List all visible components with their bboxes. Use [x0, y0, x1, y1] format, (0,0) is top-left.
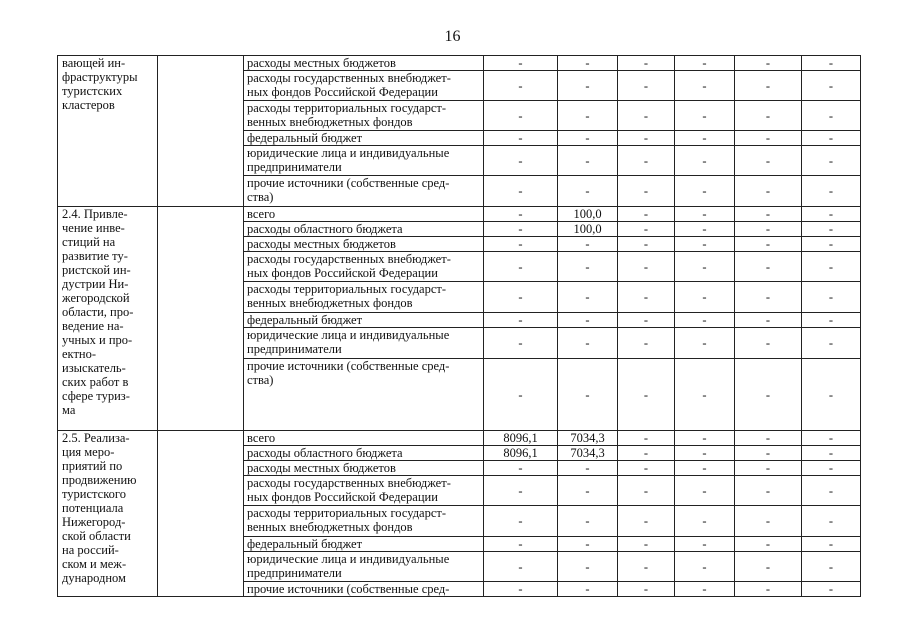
value-cell: -	[735, 328, 802, 359]
funding-source-cell	[244, 582, 484, 597]
funding-source-line: прочие источники (собственные сред-	[247, 176, 450, 190]
measure-name-line: изыскатель-	[62, 361, 126, 375]
value-cell: -	[675, 176, 735, 207]
executor-cell	[158, 207, 244, 431]
value-cell: -	[802, 506, 861, 537]
funding-source-cell	[244, 131, 484, 146]
table-row	[58, 56, 861, 71]
value-cell: 8096,1	[484, 431, 558, 446]
funding-source-line: ных фондов Российской Федерации	[247, 490, 438, 504]
value-cell: -	[558, 313, 618, 328]
funding-source-cell	[244, 552, 484, 582]
value-cell: -	[802, 461, 861, 476]
funding-source-cell	[244, 446, 484, 461]
value-cell: -	[735, 552, 802, 582]
measure-name-line: жегородской	[62, 291, 130, 305]
value-cell: -	[558, 359, 618, 431]
measure-name-cell	[58, 431, 158, 597]
value-cell: -	[802, 313, 861, 328]
funding-source-cell	[244, 476, 484, 506]
funding-source-line: ства)	[247, 373, 274, 387]
funding-source-line: расходы местных бюджетов	[247, 56, 396, 70]
measure-name-line: приятий по	[62, 459, 123, 473]
value-cell: -	[735, 582, 802, 597]
measure-name-line: ских работ в	[62, 375, 129, 389]
measure-name-line: 2.5. Реализа-	[62, 431, 130, 445]
executor-cell	[158, 431, 244, 597]
value-cell: -	[802, 552, 861, 582]
value-cell: 7034,3	[558, 431, 618, 446]
value-cell: -	[802, 446, 861, 461]
page-number: 16	[444, 28, 461, 45]
value-cell: -	[558, 582, 618, 597]
funding-source-cell	[244, 146, 484, 176]
value-cell: -	[618, 56, 675, 71]
measure-name-line: 2.4. Привле-	[62, 207, 128, 221]
measure-name-line: учных и про-	[62, 333, 133, 347]
value-cell: -	[735, 101, 802, 131]
funding-source-line: предприниматели	[247, 342, 342, 356]
measure-name-line: на россий-	[62, 543, 119, 557]
value-cell: -	[558, 237, 618, 252]
value-cell: -	[558, 461, 618, 476]
value-cell: -	[558, 552, 618, 582]
measure-name-line: туристского	[62, 487, 126, 501]
value-cell: -	[558, 328, 618, 359]
value-cell: -	[618, 282, 675, 313]
value-cell: -	[675, 222, 735, 237]
measure-name-line: туристских	[62, 84, 123, 98]
value-cell: -	[618, 101, 675, 131]
value-cell: -	[735, 237, 802, 252]
value-cell: -	[675, 446, 735, 461]
value-cell: -	[484, 146, 558, 176]
funding-source-line: прочие источники (собственные сред-	[247, 582, 450, 596]
value-cell: -	[484, 461, 558, 476]
value-cell: -	[675, 537, 735, 552]
value-cell: -	[735, 131, 802, 146]
funding-source-cell	[244, 282, 484, 313]
value-cell: -	[618, 252, 675, 282]
funding-source-line: всего	[247, 207, 276, 221]
funding-source-line: ства)	[247, 190, 274, 204]
value-cell: -	[618, 552, 675, 582]
value-cell: 7034,3	[558, 446, 618, 461]
funding-source-line: расходы областного бюджета	[247, 222, 403, 236]
table-row	[58, 207, 861, 222]
value-cell: -	[484, 252, 558, 282]
value-cell: -	[558, 506, 618, 537]
value-cell: -	[735, 476, 802, 506]
measure-name-line: ведение на-	[62, 319, 124, 333]
value-cell: -	[735, 176, 802, 207]
value-cell: -	[484, 101, 558, 131]
funding-source-line: расходы областного бюджета	[247, 446, 403, 460]
value-cell: -	[618, 582, 675, 597]
value-cell: -	[618, 131, 675, 146]
funding-source-cell	[244, 313, 484, 328]
value-cell: -	[802, 56, 861, 71]
value-cell: -	[484, 552, 558, 582]
value-cell: -	[735, 313, 802, 328]
value-cell: 100,0	[558, 207, 618, 222]
funding-source-cell	[244, 207, 484, 222]
executor-cell	[158, 56, 244, 207]
value-cell: -	[802, 176, 861, 207]
value-cell: -	[558, 146, 618, 176]
value-cell: -	[802, 537, 861, 552]
value-cell: -	[618, 476, 675, 506]
value-cell: -	[675, 359, 735, 431]
value-cell: -	[618, 328, 675, 359]
value-cell: -	[802, 328, 861, 359]
funding-source-cell	[244, 506, 484, 537]
value-cell: -	[802, 359, 861, 431]
value-cell: 8096,1	[484, 446, 558, 461]
value-cell: -	[802, 207, 861, 222]
value-cell: -	[675, 461, 735, 476]
value-cell: -	[484, 56, 558, 71]
value-cell: -	[558, 101, 618, 131]
value-cell: -	[618, 207, 675, 222]
value-cell: -	[484, 582, 558, 597]
value-cell: -	[484, 506, 558, 537]
funding-source-line: расходы местных бюджетов	[247, 237, 396, 251]
value-cell: -	[735, 461, 802, 476]
value-cell: -	[484, 207, 558, 222]
value-cell: -	[735, 207, 802, 222]
value-cell: -	[802, 101, 861, 131]
value-cell: -	[618, 146, 675, 176]
funding-source-cell	[244, 237, 484, 252]
funding-source-cell	[244, 252, 484, 282]
funding-source-line: расходы местных бюджетов	[247, 461, 396, 475]
funding-source-line: расходы государственных внебюджет-	[247, 476, 451, 490]
funding-source-line: венных внебюджетных фондов	[247, 115, 413, 129]
value-cell: -	[735, 506, 802, 537]
measure-name-cell	[58, 207, 158, 431]
funding-source-line: федеральный бюджет	[247, 537, 363, 551]
value-cell: -	[484, 537, 558, 552]
value-cell: -	[802, 252, 861, 282]
measure-name-line: Нижегород-	[62, 515, 126, 529]
funding-source-cell	[244, 71, 484, 101]
value-cell: -	[675, 328, 735, 359]
value-cell: -	[675, 506, 735, 537]
value-cell: -	[735, 446, 802, 461]
value-cell: -	[802, 431, 861, 446]
value-cell: 100,0	[558, 222, 618, 237]
value-cell: -	[618, 176, 675, 207]
value-cell: -	[618, 71, 675, 101]
measure-name-line: стиций на	[62, 235, 116, 249]
value-cell: -	[484, 359, 558, 431]
funding-source-line: расходы территориальных государст-	[247, 282, 447, 296]
funding-source-line: предприниматели	[247, 160, 342, 174]
value-cell: -	[802, 237, 861, 252]
value-cell: -	[484, 282, 558, 313]
funding-source-cell	[244, 537, 484, 552]
measure-name-line: сфере туриз-	[62, 389, 130, 403]
measure-name-line: потенциала	[62, 501, 124, 515]
measure-name-line: области, про-	[62, 305, 134, 319]
value-cell: -	[618, 506, 675, 537]
value-cell: -	[484, 176, 558, 207]
value-cell: -	[675, 582, 735, 597]
measure-name-line: кластеров	[62, 98, 115, 112]
table-row	[58, 431, 861, 446]
funding-source-line: венных внебюджетных фондов	[247, 296, 413, 310]
value-cell: -	[675, 476, 735, 506]
value-cell: -	[558, 56, 618, 71]
measure-name-line: ской области	[62, 529, 131, 543]
measure-name-line: дународном	[62, 571, 126, 585]
value-cell: -	[558, 476, 618, 506]
value-cell: -	[675, 313, 735, 328]
value-cell: -	[675, 71, 735, 101]
measure-name-line: дустрии Ни-	[62, 277, 129, 291]
value-cell: -	[484, 237, 558, 252]
funding-source-line: юридические лица и индивидуальные	[247, 146, 450, 160]
measure-name-line: ма	[62, 403, 76, 417]
funding-source-line: федеральный бюджет	[247, 313, 363, 327]
value-cell: -	[802, 131, 861, 146]
value-cell: -	[558, 537, 618, 552]
funding-source-cell	[244, 56, 484, 71]
funding-source-cell	[244, 431, 484, 446]
value-cell: -	[675, 146, 735, 176]
measure-name-line: чение инве-	[62, 221, 125, 235]
measure-name-line: ция меро-	[62, 445, 115, 459]
value-cell: -	[675, 237, 735, 252]
measure-name-line: вающей ин-	[62, 56, 126, 70]
value-cell: -	[675, 56, 735, 71]
funding-source-line: всего	[247, 431, 276, 445]
measure-name-line: ристской ин-	[62, 263, 131, 277]
funding-source-line: предприниматели	[247, 566, 342, 580]
funding-source-line: расходы государственных внебюджет-	[247, 252, 451, 266]
value-cell: -	[675, 431, 735, 446]
value-cell: -	[802, 282, 861, 313]
value-cell: -	[735, 56, 802, 71]
funding-source-line: расходы территориальных государст-	[247, 101, 447, 115]
value-cell: -	[675, 552, 735, 582]
value-cell: -	[675, 101, 735, 131]
value-cell: -	[618, 446, 675, 461]
value-cell: -	[735, 431, 802, 446]
value-cell: -	[484, 476, 558, 506]
value-cell: -	[558, 71, 618, 101]
value-cell: -	[735, 146, 802, 176]
financing-table	[57, 55, 861, 597]
value-cell: -	[675, 282, 735, 313]
funding-source-cell	[244, 101, 484, 131]
funding-source-line: юридические лица и индивидуальные	[247, 552, 450, 566]
measure-name-line: ектно-	[62, 347, 97, 361]
value-cell: -	[618, 431, 675, 446]
measure-name-line: ском и меж-	[62, 557, 127, 571]
value-cell: -	[484, 71, 558, 101]
funding-source-line: расходы территориальных государст-	[247, 506, 447, 520]
value-cell: -	[618, 461, 675, 476]
value-cell: -	[484, 222, 558, 237]
funding-source-cell	[244, 328, 484, 359]
value-cell: -	[618, 222, 675, 237]
value-cell: -	[484, 328, 558, 359]
funding-source-cell	[244, 222, 484, 237]
value-cell: -	[675, 131, 735, 146]
value-cell: -	[558, 176, 618, 207]
value-cell: -	[558, 282, 618, 313]
measure-name-line: фраструктуры	[62, 70, 138, 84]
funding-source-line: расходы государственных внебюджет-	[247, 71, 451, 85]
funding-source-line: прочие источники (собственные сред-	[247, 359, 450, 373]
value-cell: -	[735, 537, 802, 552]
value-cell: -	[802, 476, 861, 506]
value-cell: -	[735, 222, 802, 237]
funding-source-line: федеральный бюджет	[247, 131, 363, 145]
value-cell: -	[735, 71, 802, 101]
value-cell: -	[802, 71, 861, 101]
value-cell: -	[802, 582, 861, 597]
measure-name-line: развитие ту-	[62, 249, 128, 263]
funding-source-line: ных фондов Российской Федерации	[247, 266, 438, 280]
funding-source-cell	[244, 461, 484, 476]
value-cell: -	[484, 313, 558, 328]
value-cell: -	[675, 207, 735, 222]
value-cell: -	[802, 146, 861, 176]
funding-source-cell	[244, 176, 484, 207]
funding-source-line: юридические лица и индивидуальные	[247, 328, 450, 342]
measure-name-cell	[58, 56, 158, 207]
value-cell: -	[618, 237, 675, 252]
value-cell: -	[735, 359, 802, 431]
value-cell: -	[735, 252, 802, 282]
value-cell: -	[558, 252, 618, 282]
funding-source-line: венных внебюджетных фондов	[247, 520, 413, 534]
value-cell: -	[618, 537, 675, 552]
table-body	[58, 56, 861, 597]
value-cell: -	[558, 131, 618, 146]
funding-source-cell	[244, 359, 484, 431]
value-cell: -	[484, 131, 558, 146]
measure-name-line: продвижению	[62, 473, 137, 487]
value-cell: -	[618, 313, 675, 328]
value-cell: -	[618, 359, 675, 431]
value-cell: -	[802, 222, 861, 237]
value-cell: -	[735, 282, 802, 313]
funding-source-line: ных фондов Российской Федерации	[247, 85, 438, 99]
value-cell: -	[675, 252, 735, 282]
